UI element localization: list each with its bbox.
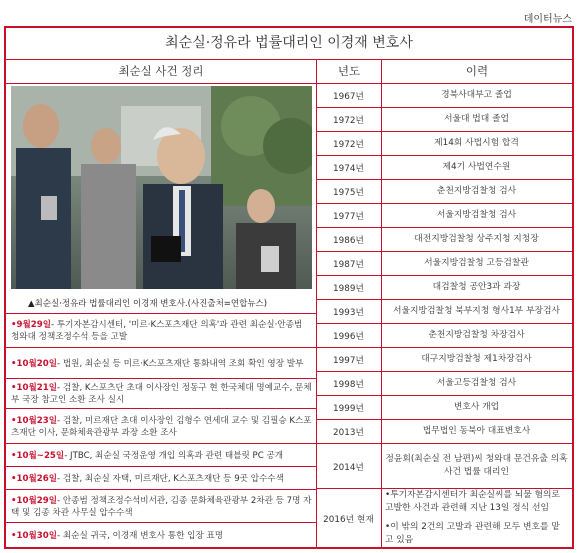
career-text: 변호사 개업 [453,402,500,412]
event-date: •10월23일 [11,415,58,426]
career-text: 서울지방검찰청 북부지청 형사1부 부장검사 [393,306,560,316]
career-row [316,444,572,489]
career-year: 1993년 [333,308,364,318]
career-text: 법무법인 동북아 대표변호사 [422,426,531,436]
career-row [316,372,572,396]
career-year: 1997년 [333,356,364,366]
career-year: 2013년 [333,428,364,438]
career-row [316,324,572,348]
career-year: 1975년 [333,188,364,198]
career-year: 1972년 [333,116,364,126]
year-column-header: 년도 [317,59,382,84]
career-text: 서울고등검찰청 검사 [436,378,517,388]
career-row [316,252,572,276]
event-date: •9월29일 [11,320,52,330]
career-text: 춘천지방검찰청 차장검사 [428,330,525,340]
event-text: - 최순실 귀국, 이경재 변호사 통한 입장 표명 [57,530,224,541]
career-row [316,276,572,300]
career-year: 1999년 [333,404,364,414]
event-text: - 투기자본감시센터, '미르·K스포츠재단 의혹'과 관련 최순실·안종범 청와대 정책조정수석 등을 고발 [11,320,303,342]
event-date: •10월~25일 [11,450,65,461]
career-row [316,489,572,547]
career-text: 서울지방검찰청 검사 [436,210,517,220]
career-row [316,204,572,228]
career-text-block [381,489,572,547]
career-text: 정윤회(최순실 전 남편)씨 청와대 문건유출 의혹 사건 법률 대리인 [385,454,568,477]
career-year: 2016년 현재 [323,514,374,525]
career-text: 경북사대부고 졸업 [441,90,512,100]
career-text: 제14회 사법시험 합격 [434,138,519,148]
career-column-header: 이력 [382,59,572,84]
career-text: 서울지방검찰청 고등검찰관 [424,258,529,268]
career-row [316,84,572,108]
left-column-header: 최순실 사건 정리 [6,59,317,84]
career-row [316,228,572,252]
event-text: - 검찰, 미르재단 초대 이사장인 김형수 연세대 교수 및 김필승 K스포츠재단 이사, 문화체육관광부 과장 소환 조사 [11,415,312,438]
career-row [316,108,572,132]
event-item [6,491,316,523]
career-year: 1987년 [333,260,364,270]
career-year: 2014년 [333,462,364,473]
event-date: •10월21일 [11,383,58,393]
event-date: •10월30일 [11,530,58,541]
event-date: •10월20일 [11,358,58,369]
career-text: 대구지방검찰청 제1차장검사 [421,354,532,364]
photo-illustration [11,86,312,289]
event-item [6,468,316,490]
career-row [316,156,572,180]
event-text: - 법원, 최순실 등 미르·K스포츠재단 통화내역 조회 확인 영장 발부 [57,358,304,369]
event-text: - 안종범 정책조정수석비서관, 김종 문화체육관광부 2차관 등 7명 자택 및 김종 차관 사무실 압수수색 [11,495,312,518]
career-year: 1974년 [333,164,364,174]
career-row [316,180,572,204]
event-date: •10월26일 [11,473,58,484]
event-item [6,380,316,409]
event-text: - 검찰, K스포츠단 초대 이사장인 정동구 현 한국체대 명예교수, 문체부 국장 참고인 소환 조사 실시 [11,383,312,405]
career-text: 제4기 사법연수원 [442,162,511,172]
photo-caption: ▲최순실·정유라 법률대리인 이경재 변호사.(사진출처=연합뉴스) [6,294,316,314]
career-row [316,396,572,420]
career-year: 1967년 [333,92,364,102]
source-label: 데이터뉴스 [523,14,572,25]
info-panel [4,26,574,549]
career-row [316,132,572,156]
case-summary [6,84,316,547]
career-text: 대검찰청 공안3과 과장 [432,282,521,292]
event-item [6,524,316,547]
event-item [6,410,316,444]
career-row [316,300,572,324]
career-text: •이 밖의 2건의 고발과 관련해 모두 변호를 맡고 있음 [385,522,560,545]
career-year: 1977년 [333,212,364,222]
career-year: 1972년 [333,140,364,150]
career-row [316,348,572,372]
event-item [6,445,316,467]
event-date: •10월29일 [11,495,58,506]
press-photo [11,86,312,289]
event-text: - JTBC, 최순실 국정운영 개입 의혹과 관련 태블릿 PC 공개 [64,450,284,461]
career-year: 1986년 [333,236,364,246]
career-row [316,420,572,444]
event-text: - 검찰, 최순실 자택, 미르재단, K스포츠재단 등 9곳 압수수색 [57,473,284,484]
career-year: 1998년 [333,380,364,390]
page-title: 최순실·정유라 법률대리인 이경재 변호사 [6,28,572,60]
career-text: 춘천지방검찰청 검사 [436,186,517,196]
career-text: 서울대 법대 졸업 [443,114,510,124]
career-text: 대전지방검찰청 상주지청 지청장 [414,234,539,244]
event-item [6,315,316,348]
career-text: •투기자본감시센터가 최순실씨를 뇌물 혐의로 고발한 사건과 관련해 지난 13일 정식 선임 [385,490,561,513]
career-year: 1996년 [333,332,364,342]
event-item [6,349,316,379]
career-year: 1989년 [333,284,364,294]
